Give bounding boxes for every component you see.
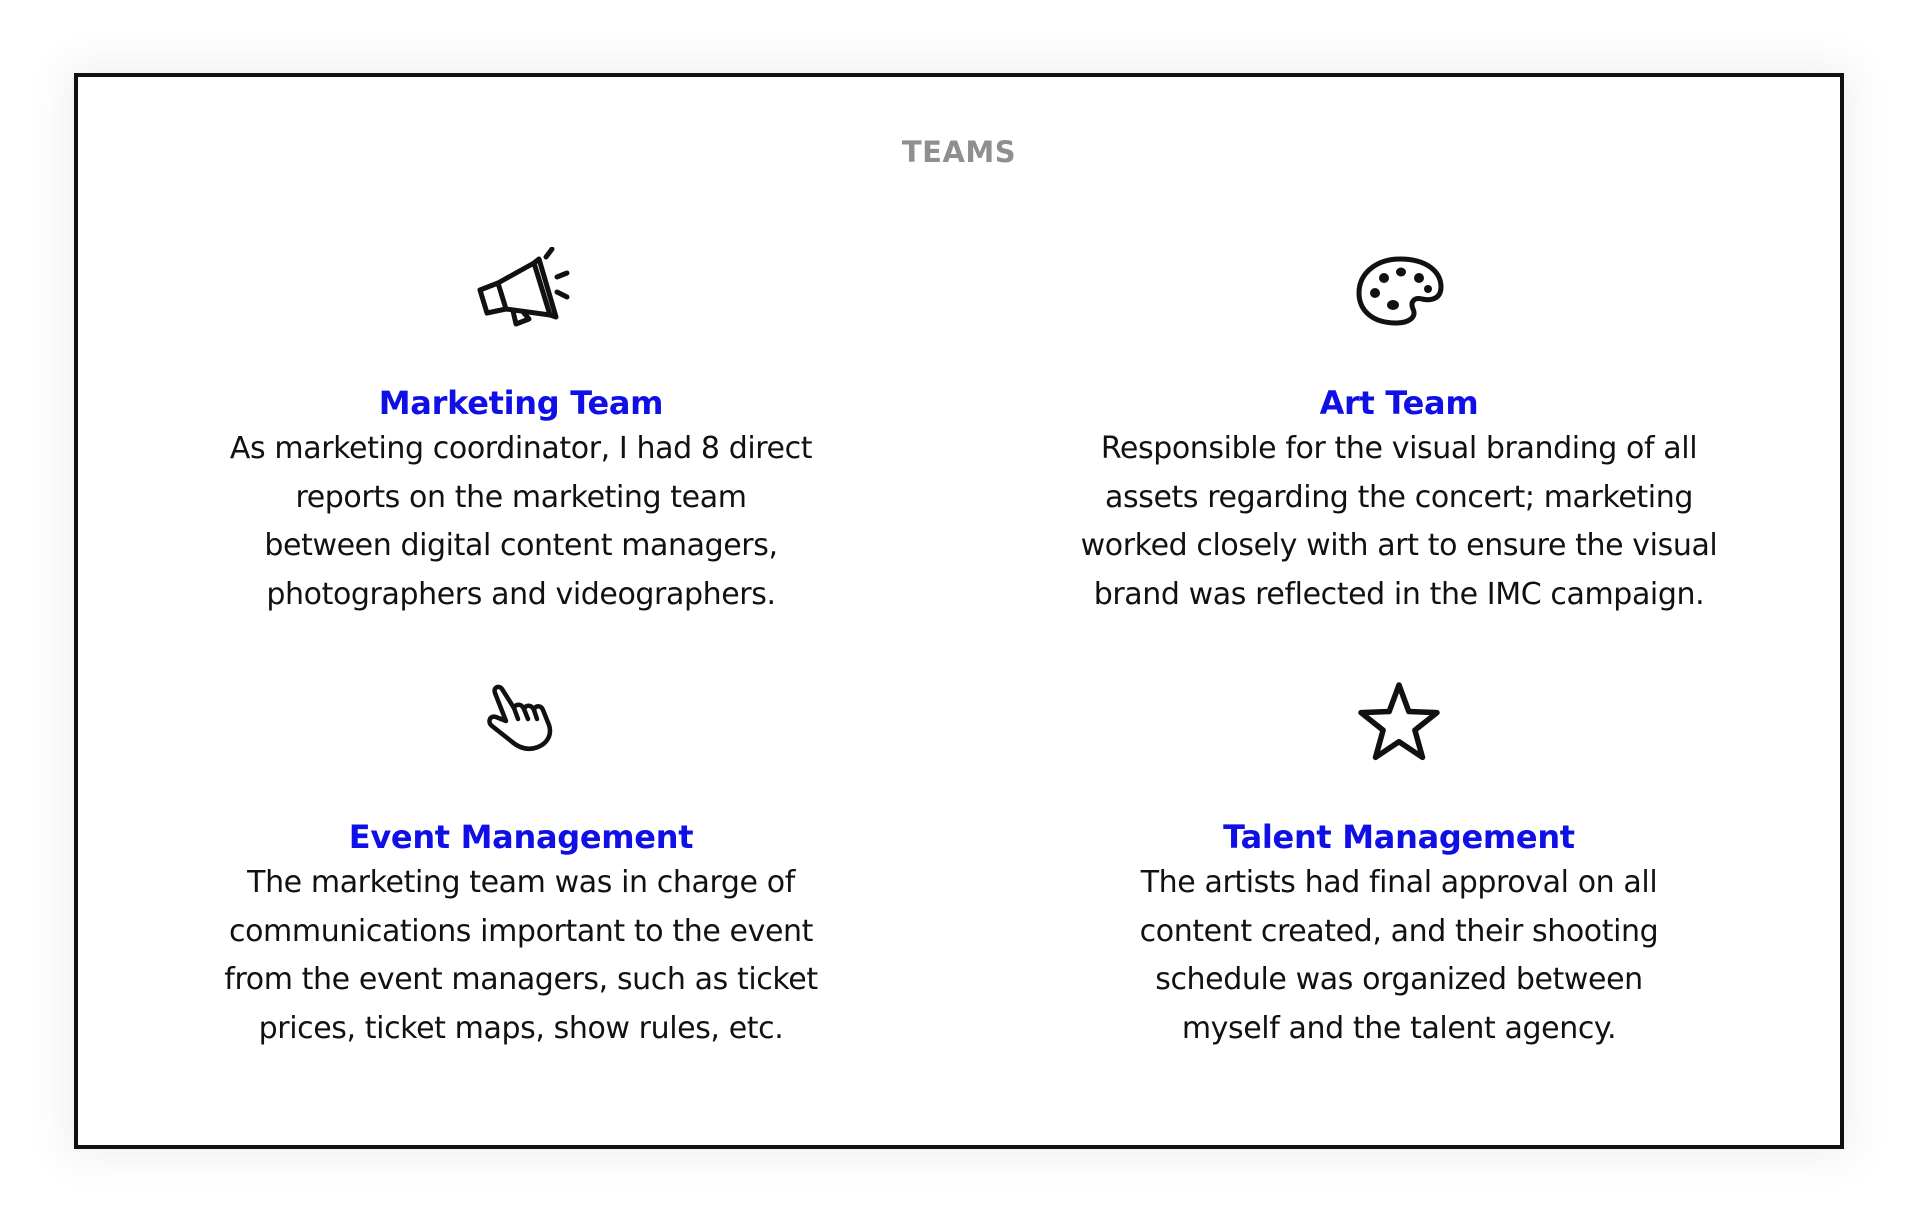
- description-line: The marketing team was in charge of: [247, 865, 795, 900]
- team-description: [201, 859, 841, 1053]
- description-line: prices, ticket maps, show rules, etc.: [258, 1010, 784, 1046]
- description-line: The artists had final approval on all: [1140, 865, 1658, 900]
- description-line: worked closely with art to ensure the visual: [1080, 528, 1718, 563]
- description-line: reports on the marketing team: [295, 479, 747, 515]
- team-title: Marketing Team: [378, 384, 664, 422]
- team-title: Art Team: [1319, 384, 1479, 422]
- team-item-marketing: [201, 247, 841, 619]
- description-line: photographers and videographers.: [266, 576, 776, 612]
- team-item-event-management: [201, 681, 841, 1053]
- description-line: communications important to the event: [229, 913, 813, 949]
- star-icon: [1344, 681, 1454, 771]
- team-title: Talent Management: [1223, 818, 1575, 856]
- team-description: [201, 425, 841, 619]
- description-line: As marketing coordinator, I had 8 direct: [229, 431, 813, 466]
- team-description: [1079, 425, 1719, 619]
- section-heading: TEAMS: [901, 135, 1017, 169]
- description-line: from the event managers, such as ticket: [224, 962, 818, 997]
- team-item-art: [1079, 247, 1719, 619]
- team-item-talent-management: [1079, 681, 1719, 1053]
- megaphone-icon: [466, 247, 576, 337]
- team-description: [1079, 859, 1719, 1053]
- description-line: Responsible for the visual branding of all: [1100, 431, 1698, 466]
- description-line: schedule was organized between: [1155, 962, 1643, 997]
- description-line: content created, and their shooting: [1139, 913, 1659, 949]
- description-line: between digital content managers,: [264, 528, 778, 563]
- description-line: assets regarding the concert; marketing: [1105, 479, 1693, 515]
- pointing-hand-icon: [466, 681, 576, 771]
- palette-icon: [1344, 247, 1454, 337]
- description-line: brand was reflected in the IMC campaign.: [1093, 576, 1705, 612]
- team-title: Event Management: [348, 818, 694, 856]
- teams-card: [74, 73, 1844, 1149]
- description-line: myself and the talent agency.: [1181, 1010, 1617, 1046]
